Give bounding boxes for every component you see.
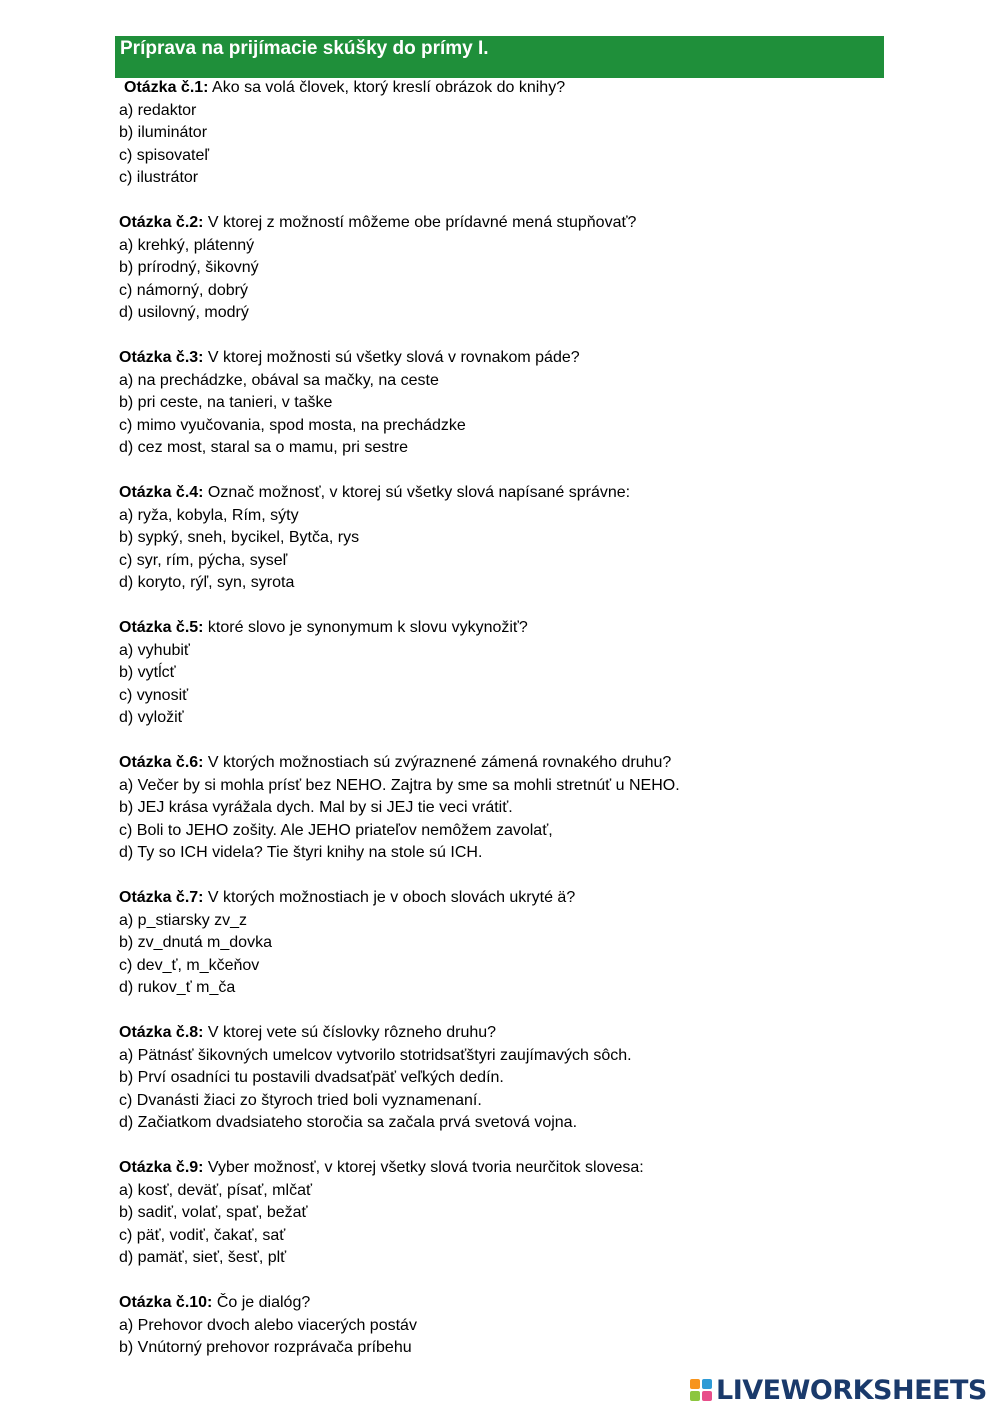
answer-option[interactable]: a) Prehovor dvoch alebo viacerých postáv — [119, 1316, 417, 1334]
answer-option[interactable]: c) Boli to JEHO zošity. Ale JEHO priateľov nemôžem zavolať, — [119, 821, 553, 839]
question-number: Otázka č.2: — [119, 214, 204, 231]
answer-option[interactable]: c) vynosiť — [119, 686, 189, 704]
question-heading — [119, 1292, 919, 1315]
answer-option[interactable]: d) koryto, rýľ, syn, syrota — [119, 574, 295, 591]
question-block — [119, 617, 919, 730]
question-heading — [119, 617, 919, 640]
question-text: V ktorých možnostiach je v oboch slovách ukryté ä? — [203, 889, 576, 906]
answer-option[interactable]: a) vyhubiť — [119, 641, 190, 659]
question-block — [119, 887, 919, 1000]
question-text: V ktorej z možností môžeme obe prídavné mená stupňovať? — [203, 214, 637, 231]
question-number: Otázka č.5: — [119, 619, 204, 636]
question-heading — [119, 1157, 919, 1180]
answer-option[interactable]: a) kosť, deväť, písať, mlčať — [119, 1181, 312, 1199]
question-number: Otázka č.8: — [119, 1024, 204, 1041]
question-number: Otázka č.9: — [119, 1159, 204, 1176]
answer-option[interactable]: c) dev_ť, m_kčeňov — [119, 956, 260, 974]
question-text: V ktorej vete sú číslovky rôzneho druhu? — [203, 1024, 497, 1041]
answer-option[interactable]: b) vytĺcť — [119, 664, 176, 681]
logo-icon — [690, 1379, 712, 1401]
answer-option[interactable]: d) usilovný, modrý — [119, 304, 249, 321]
answer-option[interactable]: b) pri ceste, na tanieri, v taške — [119, 394, 333, 411]
liveworksheets-logo — [690, 1374, 987, 1406]
logo-square — [690, 1391, 700, 1401]
logo-square — [702, 1379, 712, 1389]
question-number: Otázka č.1: — [124, 79, 209, 96]
answer-option[interactable]: d) rukov_ť m_ča — [119, 979, 236, 996]
question-number: Otázka č.6: — [119, 754, 204, 771]
answer-option[interactable]: c) Dvanásti žiaci zo štyroch tried boli vyznamenaní. — [119, 1091, 482, 1109]
question-block — [119, 1022, 919, 1135]
logo-square — [702, 1391, 712, 1401]
answer-option[interactable]: c) ilustrátor — [119, 169, 199, 186]
question-number: Otázka č.10: — [119, 1294, 213, 1311]
question-text: Označ možnosť, v ktorej sú všetky slová napísané správne: — [203, 484, 631, 501]
answer-option[interactable]: a) Pätnásť šikovných umelcov vytvorilo stotridsaťštyri zaujímavých sôch. — [119, 1046, 632, 1064]
answer-option[interactable]: d) cez most, staral sa o mamu, pri sestre — [119, 439, 408, 456]
question-heading — [119, 1022, 919, 1045]
answer-option[interactable]: a) na prechádzke, obával sa mačky, na ceste — [119, 371, 439, 389]
question-number: Otázka č.4: — [119, 484, 204, 501]
answer-option[interactable]: d) vyložiť — [119, 709, 184, 726]
answer-option[interactable]: d) Začiatkom dvadsiateho storočia sa začala prvá svetová vojna. — [119, 1114, 578, 1131]
answer-option[interactable]: c) syr, rím, pýcha, syseľ — [119, 551, 288, 569]
logo-text: LIVEWORKSHEETS — [716, 1374, 987, 1406]
logo-square — [690, 1379, 700, 1389]
question-text: Ako sa volá človek, ktorý kreslí obrázok do knihy? — [208, 79, 566, 96]
question-block — [119, 482, 919, 595]
answer-option[interactable]: d) Ty so ICH videla? Tie štyri knihy na stole sú ICH. — [119, 844, 483, 861]
answer-option[interactable]: b) prírodný, šikovný — [119, 259, 259, 276]
question-block — [119, 212, 919, 325]
question-heading — [119, 887, 919, 910]
answer-option[interactable]: a) krehký, plátenný — [119, 236, 255, 254]
answer-option[interactable]: b) iluminátor — [119, 124, 208, 141]
question-block — [119, 1292, 919, 1360]
answer-option[interactable]: a) p_stiarsky zv_z — [119, 911, 248, 929]
answer-option[interactable]: b) sadiť, volať, spať, bežať — [119, 1204, 308, 1221]
question-heading — [119, 347, 919, 370]
question-block — [119, 1157, 919, 1270]
question-text: V ktorých možnostiach sú zvýraznené zámená rovnakého druhu? — [203, 754, 672, 771]
question-block — [119, 77, 919, 190]
question-heading — [119, 77, 919, 100]
answer-option[interactable]: c) spisovateľ — [119, 146, 210, 164]
question-text: V ktorej možnosti sú všetky slová v rovnakom páde? — [203, 349, 580, 366]
question-block — [119, 347, 919, 460]
answer-option[interactable]: b) zv_dnutá m_dovka — [119, 934, 272, 951]
page-title: Príprava na prijímacie skúšky do prímy I. — [120, 38, 489, 59]
answer-option[interactable]: c) mimo vyučovania, spod mosta, na prechádzke — [119, 416, 466, 434]
question-text: Čo je dialóg? — [212, 1294, 311, 1311]
answer-option[interactable]: b) sypký, sneh, bycikel, Bytča, rys — [119, 529, 360, 546]
question-number: Otázka č.3: — [119, 349, 204, 366]
page-header — [115, 36, 884, 78]
question-heading — [119, 212, 919, 235]
answer-option[interactable]: c) námorný, dobrý — [119, 281, 248, 299]
question-list — [119, 77, 919, 1382]
answer-option[interactable]: a) redaktor — [119, 101, 197, 119]
question-block — [119, 752, 919, 865]
question-text: Vyber možnosť, v ktorej všetky slová tvoria neurčitok slovesa: — [203, 1159, 644, 1176]
answer-option[interactable]: b) Vnútorný prehovor rozprávača príbehu — [119, 1339, 412, 1356]
answer-option[interactable]: a) Večer by si mohla prísť bez NEHO. Zajtra by sme sa mohli stretnúť u NEHO. — [119, 776, 680, 794]
question-text: ktoré slovo je synonymum k slovu vykynožiť? — [203, 619, 528, 636]
question-heading — [119, 752, 919, 775]
answer-option[interactable]: b) Prví osadníci tu postavili dvadsaťpäť veľkých dedín. — [119, 1069, 504, 1086]
question-number: Otázka č.7: — [119, 889, 204, 906]
answer-option[interactable]: b) JEJ krása vyrážala dych. Mal by si JEJ tie veci vrátiť. — [119, 799, 513, 816]
question-heading — [119, 482, 919, 505]
answer-option[interactable]: d) pamäť, sieť, šesť, plť — [119, 1249, 287, 1266]
answer-option[interactable]: c) päť, vodiť, čakať, sať — [119, 1226, 286, 1244]
answer-option[interactable]: a) ryža, kobyla, Rím, sýty — [119, 506, 299, 524]
